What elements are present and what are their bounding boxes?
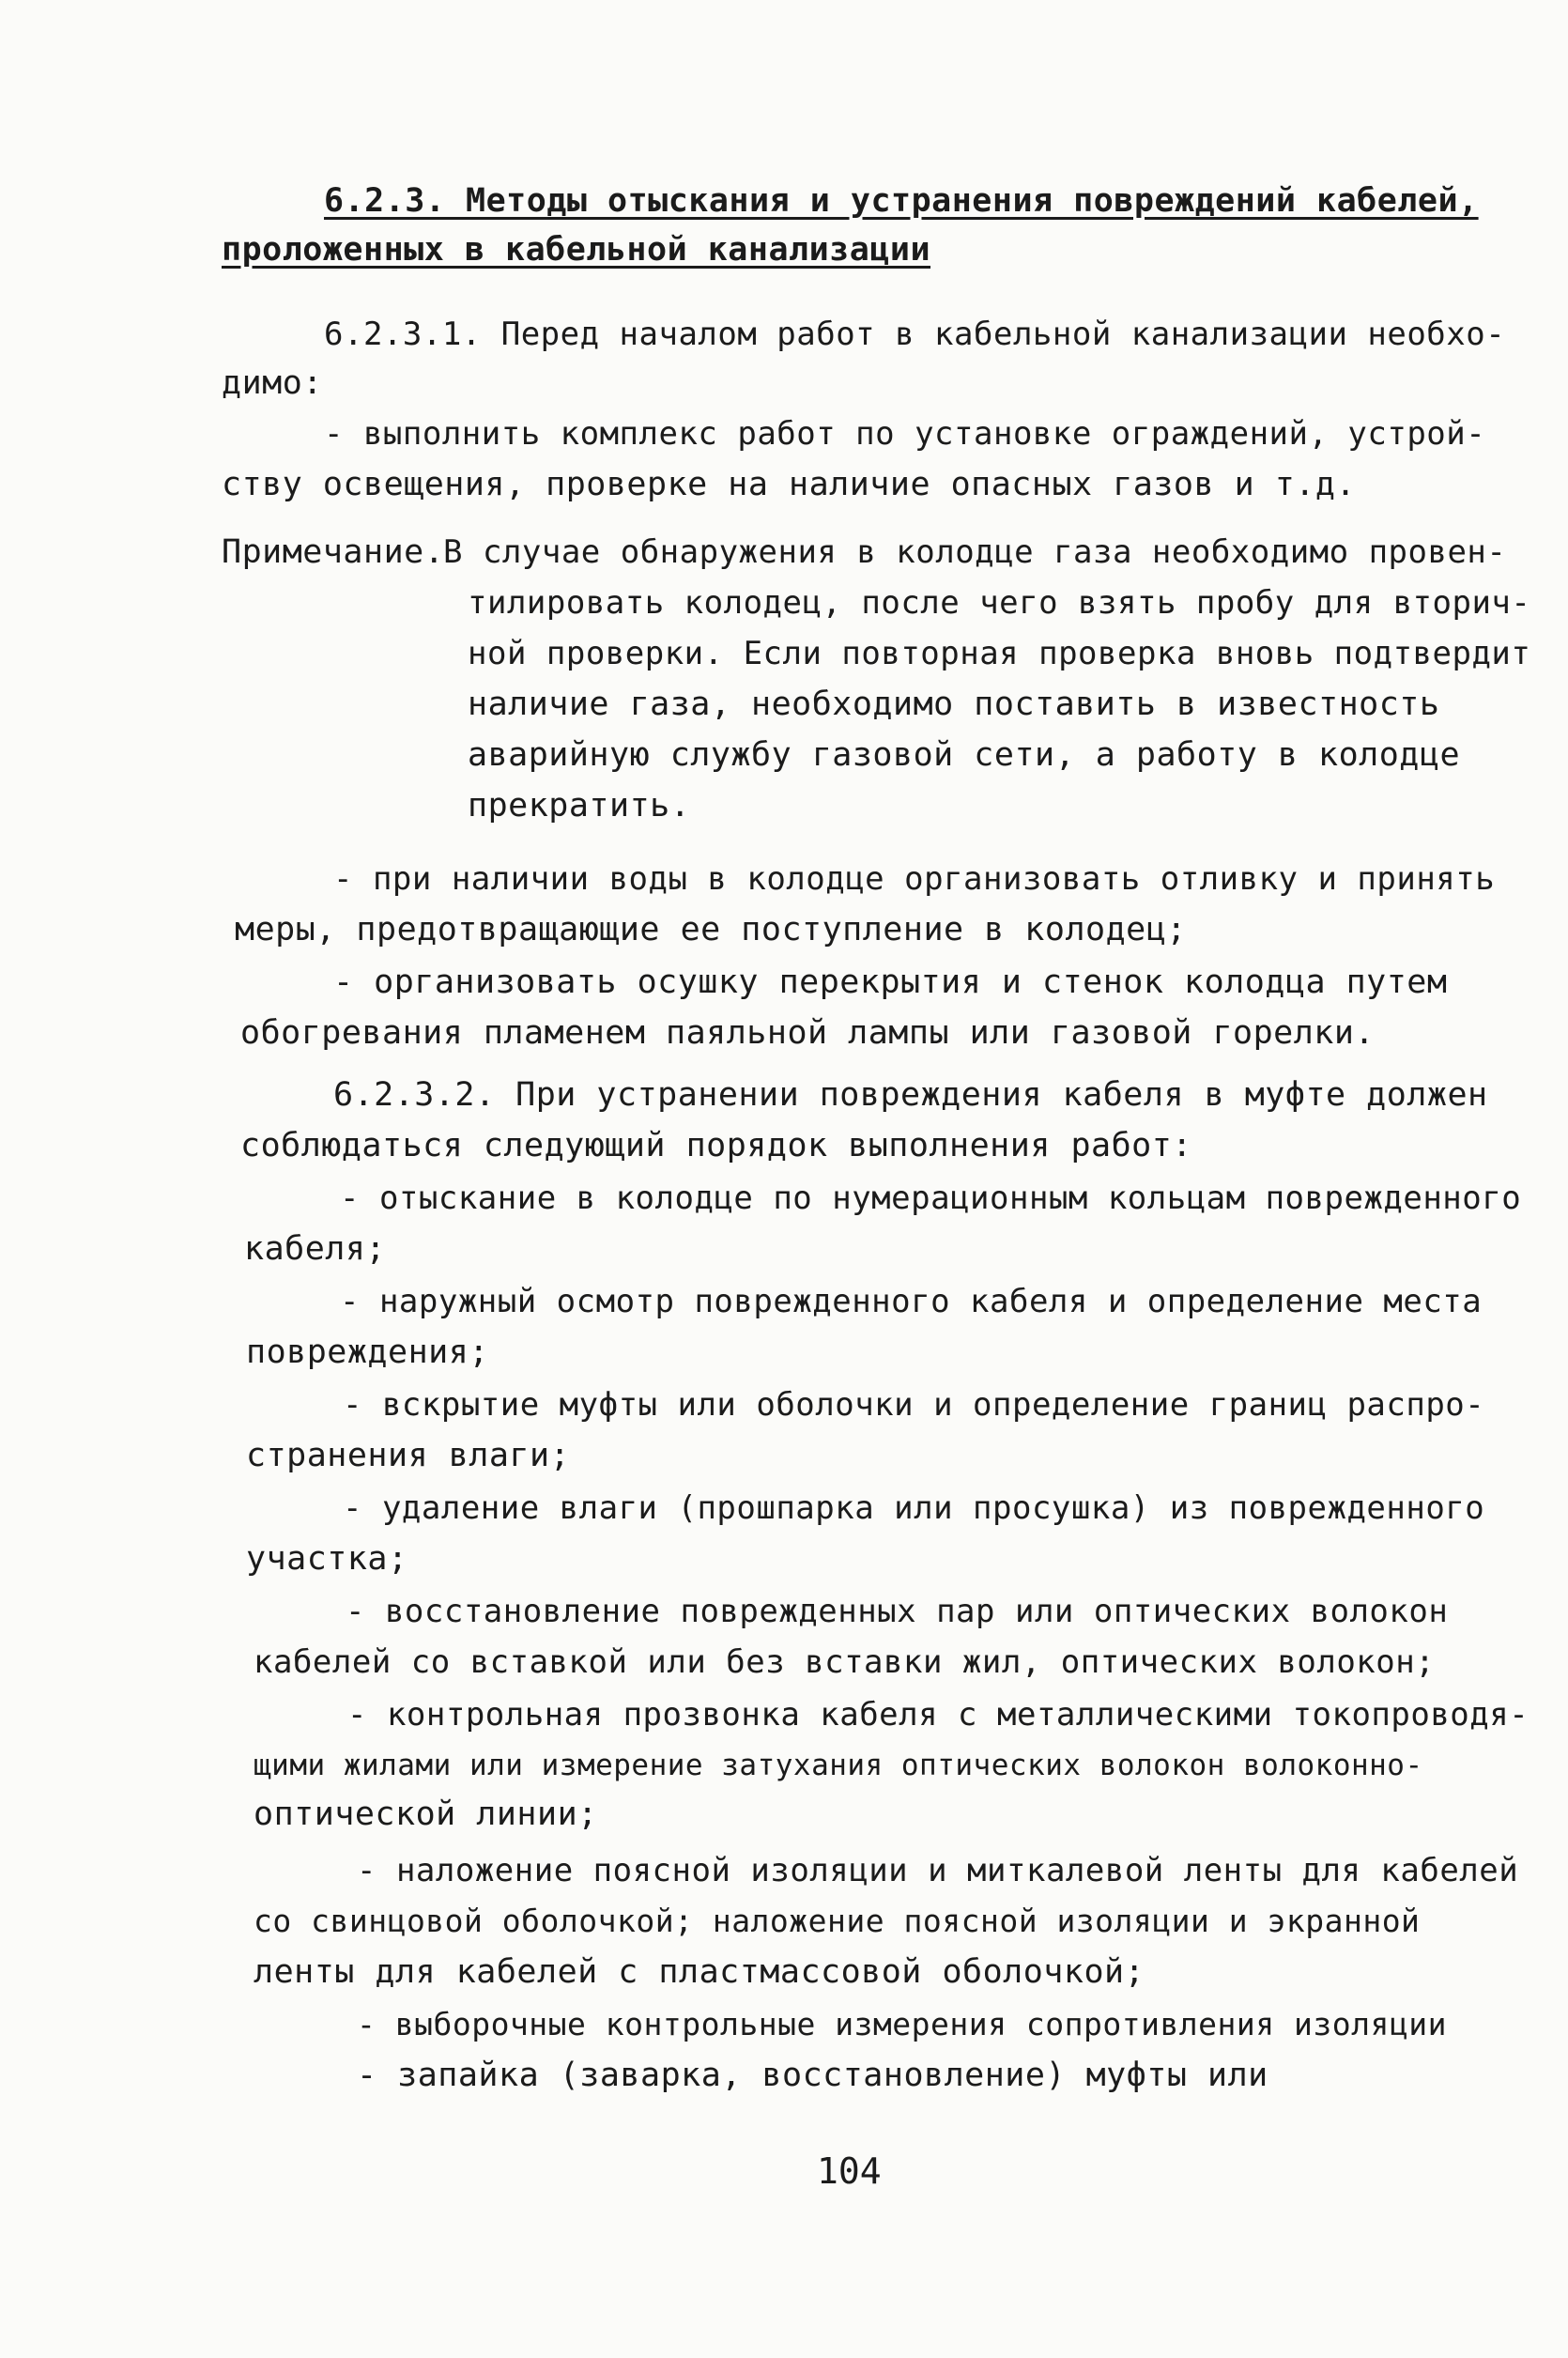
- list-item-line: кабеля;: [244, 1230, 387, 1268]
- paragraph-6-2-3-1-line-1: 6.2.3.1. Перед началом работ в кабельной канализации необхо-: [324, 316, 1506, 353]
- list-item-line: - наружный осмотр поврежденного кабеля и определение места: [340, 1283, 1483, 1320]
- paragraph-6-2-3-1-line-2: димо:: [222, 364, 323, 402]
- list-item-line: странения влаги;: [246, 1437, 571, 1474]
- list-item-line: оптической линии;: [254, 1795, 598, 1833]
- list-item-line: кабелей со вставкой или без вставки жил, оптических волокон;: [254, 1643, 1436, 1681]
- list-item-line: - контрольная прозвонка кабеля с металлическими токопроводя-: [347, 1696, 1530, 1734]
- list-item-line: повреждения;: [246, 1333, 489, 1371]
- list-item-line: - выполнить комплекс работ по установке ограждений, устрой-: [324, 415, 1486, 453]
- list-item-line: со свинцовой оболочкой; наложение поясной изоляции и экранной: [254, 1903, 1421, 1939]
- note-line-1: В случае обнаружения в колодце газа необходимо провен-: [443, 533, 1507, 571]
- list-item-line: обогревания пламенем паяльной лампы или газовой горелки.: [240, 1014, 1376, 1052]
- list-item-line: меры, предотвращающие ее поступление в колодец;: [235, 911, 1187, 948]
- paragraph-6-2-3-2-line-2: соблюдаться следующий порядок выполнения работ:: [240, 1127, 1192, 1164]
- list-item-line: щими жилами или измерение затухания оптических волокон волоконно-: [254, 1749, 1423, 1782]
- list-item-line: - запайка (заварка, восстановление) муфты или: [357, 2057, 1268, 2094]
- list-item-line: - организовать осушку перекрытия и стенок колодца путем: [333, 963, 1448, 1001]
- list-item-line: - вскрытие муфты или оболочки и определение границ распро-: [343, 1386, 1485, 1424]
- list-item-line: - восстановление поврежденных пар или оптических волокон: [346, 1593, 1449, 1630]
- list-item-line: ленты для кабелей с пластмассовой оболочкой;: [254, 1953, 1145, 1991]
- list-item-line: - наложение поясной изоляции и миткалевой ленты для кабелей: [357, 1852, 1519, 1889]
- page-number: 104: [817, 2150, 882, 2192]
- note-line-3: ной проверки. Если повторная проверка вновь подтвердит: [468, 635, 1531, 672]
- note-line-6: прекратить.: [468, 787, 691, 825]
- note-line-5: аварийную службу газовой сети, а работу в колодце: [468, 736, 1461, 774]
- list-item-line: - отыскание в колодце по нумерационным кольцам поврежденного: [340, 1179, 1522, 1217]
- list-item-line: ству освещения, проверке на наличие опасных газов и т.д.: [222, 466, 1357, 503]
- section-heading-line-2: проложенных в кабельной канализации: [222, 231, 931, 269]
- note-line-4: наличие газа, необходимо поставить в известность: [468, 686, 1440, 723]
- list-item-line: участка;: [246, 1540, 408, 1578]
- section-heading-line-1: 6.2.3. Методы отыскания и устранения повреждений кабелей,: [324, 182, 1479, 220]
- note-label: Примечание.: [222, 533, 445, 571]
- list-item-line: - выборочные контрольные измерения сопротивления изоляции: [357, 2006, 1447, 2042]
- paragraph-6-2-3-2-line-1: 6.2.3.2. При устранении повреждения кабеля в муфте должен: [333, 1076, 1488, 1114]
- list-item-line: - удаление влаги (прошпарка или просушка) из поврежденного: [343, 1489, 1485, 1527]
- list-item-line: - при наличии воды в колодце организовать отливку и принять: [333, 860, 1496, 898]
- note-line-2: тилировать колодец, после чего взять пробу для вторич-: [468, 584, 1531, 622]
